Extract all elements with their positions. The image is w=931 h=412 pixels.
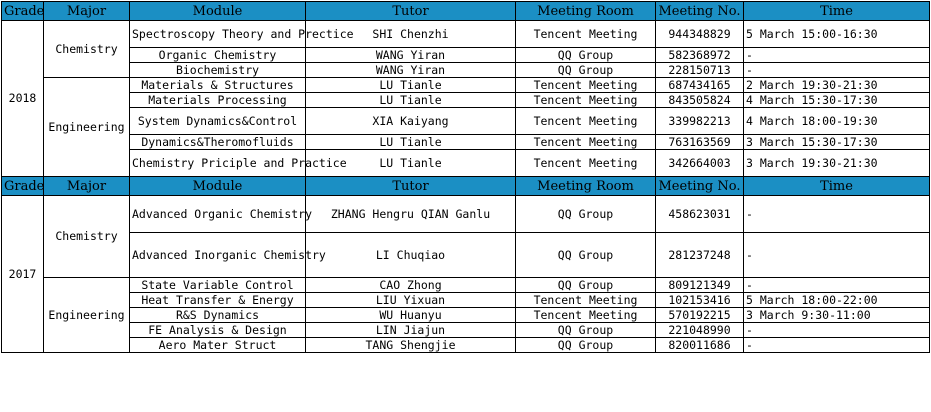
meeting-no-cell: 820011686	[656, 338, 744, 353]
meeting-no-cell: 944348829	[656, 21, 744, 48]
header-row	[2, 177, 930, 196]
header-time: Time	[744, 2, 930, 21]
meeting-no-cell: 843505824	[656, 93, 744, 108]
table-row	[2, 135, 930, 150]
meeting-no-cell: 281237248	[656, 233, 744, 278]
tutor-cell: LIN Jiajun	[306, 323, 516, 338]
meeting-no-cell: 582368972	[656, 48, 744, 63]
time-cell: -	[744, 63, 930, 78]
module-cell: Advanced Organic Chemistry	[130, 196, 306, 233]
module-cell: System Dynamics&Control	[130, 108, 306, 135]
meeting-no-cell: 809121349	[656, 278, 744, 293]
header-module: Module	[130, 2, 306, 21]
header-major: Major	[44, 177, 130, 196]
header-grade: Grade	[2, 177, 44, 196]
meeting-no-cell: 687434165	[656, 78, 744, 93]
header-no: Meeting No.	[656, 177, 744, 196]
tutor-cell: LU Tianle	[306, 93, 516, 108]
meeting-no-cell: 763163569	[656, 135, 744, 150]
module-cell: R&S Dynamics	[130, 308, 306, 323]
module-cell: Organic Chemistry	[130, 48, 306, 63]
header-tutor: Tutor	[306, 2, 516, 21]
header-room: Meeting Room	[516, 2, 656, 21]
time-cell: -	[744, 233, 930, 278]
tutor-cell: WANG Yiran	[306, 63, 516, 78]
tutor-cell: WU Huanyu	[306, 308, 516, 323]
time-cell: 4 March 18:00-19:30	[744, 108, 930, 135]
meeting-room-cell: Tencent Meeting	[516, 293, 656, 308]
header-room: Meeting Room	[516, 177, 656, 196]
module-cell: State Variable Control	[130, 278, 306, 293]
meeting-no-cell: 102153416	[656, 293, 744, 308]
time-cell: -	[744, 196, 930, 233]
meeting-room-cell: QQ Group	[516, 338, 656, 353]
table-row	[2, 21, 930, 48]
module-cell: Spectroscopy Theory and Prectice	[130, 21, 306, 48]
table-row	[2, 196, 930, 233]
grade-cell: 2018	[2, 21, 44, 177]
schedule-table	[1, 1, 930, 353]
table-row	[2, 293, 930, 308]
table-row	[2, 78, 930, 93]
table-row	[2, 323, 930, 338]
header-major: Major	[44, 2, 130, 21]
tutor-cell: WANG Yiran	[306, 48, 516, 63]
time-cell: 5 March 18:00-22:00	[744, 293, 930, 308]
table-row	[2, 308, 930, 323]
time-cell: -	[744, 338, 930, 353]
meeting-no-cell: 342664003	[656, 150, 744, 177]
table-row	[2, 63, 930, 78]
tutor-cell: LU Tianle	[306, 135, 516, 150]
module-cell: Dynamics&Theromofluids	[130, 135, 306, 150]
meeting-room-cell: Tencent Meeting	[516, 308, 656, 323]
meeting-room-cell: Tencent Meeting	[516, 150, 656, 177]
table-row	[2, 233, 930, 278]
meeting-no-cell: 228150713	[656, 63, 744, 78]
tutor-cell: LU Tianle	[306, 150, 516, 177]
meeting-no-cell: 458623031	[656, 196, 744, 233]
meeting-room-cell: QQ Group	[516, 278, 656, 293]
table-row	[2, 278, 930, 293]
table-row	[2, 150, 930, 177]
meeting-room-cell: QQ Group	[516, 233, 656, 278]
tutor-cell: CAO Zhong	[306, 278, 516, 293]
module-cell: Materials & Structures	[130, 78, 306, 93]
header-time: Time	[744, 177, 930, 196]
grade-cell: 2017	[2, 196, 44, 353]
meeting-room-cell: QQ Group	[516, 196, 656, 233]
tutor-cell: LI Chuqiao	[306, 233, 516, 278]
time-cell: 5 March 15:00-16:30	[744, 21, 930, 48]
module-cell: Materials Processing	[130, 93, 306, 108]
table-row	[2, 48, 930, 63]
meeting-no-cell: 221048990	[656, 323, 744, 338]
time-cell: 2 March 19:30-21:30	[744, 78, 930, 93]
meeting-no-cell: 339982213	[656, 108, 744, 135]
tutor-cell: TANG Shengjie	[306, 338, 516, 353]
header-grade: Grade	[2, 2, 44, 21]
module-cell: Biochemistry	[130, 63, 306, 78]
header-no: Meeting No.	[656, 2, 744, 21]
time-cell: 3 March 9:30-11:00	[744, 308, 930, 323]
module-cell: Chemistry Priciple and Practice	[130, 150, 306, 177]
time-cell: 3 March 15:30-17:30	[744, 135, 930, 150]
tutor-cell: LU Tianle	[306, 78, 516, 93]
time-cell: 4 March 15:30-17:30	[744, 93, 930, 108]
meeting-room-cell: QQ Group	[516, 48, 656, 63]
table-row	[2, 93, 930, 108]
module-cell: Advanced Inorganic Chemistry	[130, 233, 306, 278]
module-cell: Heat Transfer & Energy	[130, 293, 306, 308]
meeting-room-cell: Tencent Meeting	[516, 108, 656, 135]
table-row	[2, 108, 930, 135]
tutor-cell: ZHANG Hengru QIAN Ganlu	[306, 196, 516, 233]
time-cell: -	[744, 48, 930, 63]
header-row	[2, 2, 930, 21]
tutor-cell: XIA Kaiyang	[306, 108, 516, 135]
meeting-room-cell: QQ Group	[516, 63, 656, 78]
meeting-no-cell: 570192215	[656, 308, 744, 323]
meeting-room-cell: QQ Group	[516, 323, 656, 338]
major-cell: Engineering	[44, 78, 130, 177]
major-cell: Engineering	[44, 278, 130, 353]
major-cell: Chemistry	[44, 196, 130, 278]
time-cell: -	[744, 278, 930, 293]
module-cell: FE Analysis & Design	[130, 323, 306, 338]
table-row	[2, 338, 930, 353]
header-tutor: Tutor	[306, 177, 516, 196]
meeting-room-cell: Tencent Meeting	[516, 21, 656, 48]
meeting-room-cell: Tencent Meeting	[516, 135, 656, 150]
tutor-cell: SHI Chenzhi	[306, 21, 516, 48]
tutor-cell: LIU Yixuan	[306, 293, 516, 308]
module-cell: Aero Mater Struct	[130, 338, 306, 353]
meeting-room-cell: Tencent Meeting	[516, 93, 656, 108]
meeting-room-cell: Tencent Meeting	[516, 78, 656, 93]
header-module: Module	[130, 177, 306, 196]
time-cell: -	[744, 323, 930, 338]
major-cell: Chemistry	[44, 21, 130, 78]
time-cell: 3 March 19:30-21:30	[744, 150, 930, 177]
